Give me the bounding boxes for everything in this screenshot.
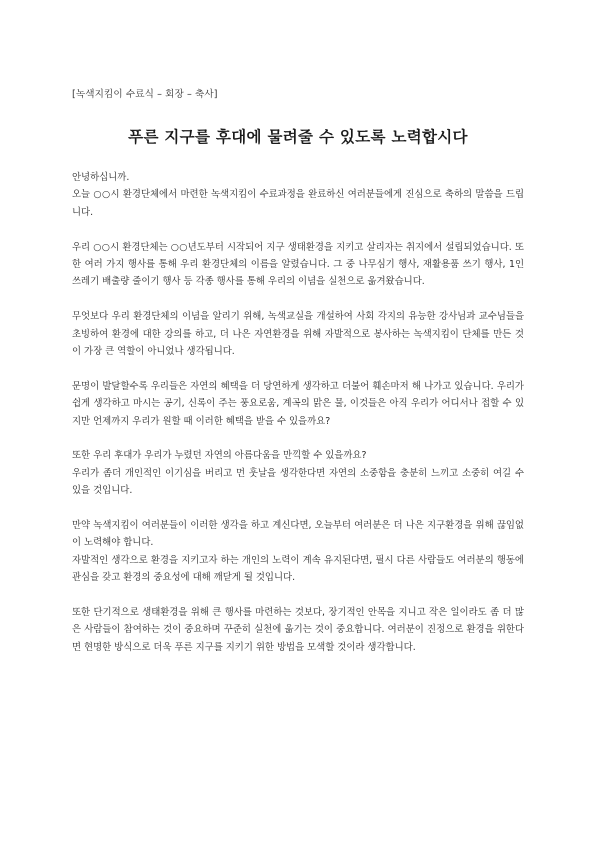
body-paragraph: 또한 우리 후대가 우리가 누렸던 자연의 아름다움을 만끽할 수 있을까요? [72, 450, 367, 462]
body-paragraph: 또한 단기적으로 생태환경을 위해 큰 행사를 마련하는 것보다, 장기적인 안목을 지니고 작은 일이라도 좀 더 많은 사람들이 참여하는 것이 중요하며 꾸준히 실천에 옮기는 것이 중요합니다. 여러분이 진정으로 환경을 위한다면 현명한 방식으로 더욱 푸른 지구를 지키기 위한 방법을 모색할 것이라 생각합니다. [72, 607, 524, 653]
body-paragraph: 우리가 좀더 개인적인 이기심을 버리고 먼 훗날을 생각한다면 자연의 소중함을 충분히 느끼고 소중히 여길 수 있을 것입니다. [72, 467, 524, 497]
body-paragraph: 만약 녹색지킴이 여러분들이 이러한 생각을 하고 계신다면, 오늘부터 여러분은 더 나은 지구환경을 위해 끊임없이 노력해야 합니다. [72, 520, 524, 549]
body-paragraph: 우리 ○○시 환경단체는 ○○년도부터 시작되어 지구 생태환경을 지키고 살리자는 취지에서 설립되었습니다. 또한 여러 가지 행사를 통해 우리 환경단체의 이름을 알렸습니다. 그 중 나무심기 행사, 재활용품 쓰기 행사, 1인 쓰레기 배출량 줄이기 행사 등 각종 행사를 통해 우리의 이념을 실천으로 옮겨왔습니다. [72, 241, 524, 288]
document-title: 푸른 지구를 후대에 물려줄 수 있도록 노력합시다 [128, 128, 468, 146]
body-paragraph: 안녕하십니까. [72, 172, 130, 183]
document-category: [녹색지킴이 수료식 – 회장 – 축사] [72, 89, 218, 100]
body-paragraph: 오늘 ○○시 환경단체에서 마련한 녹색지킴이 수료과정을 완료하신 여러분들에게 진심으로 축하의 말씀을 드립니다. [72, 189, 524, 218]
body-paragraph: 무엇보다 우리 환경단체의 이념을 알리기 위해, 녹색교실을 개설하여 사회 각지의 유능한 강사님과 교수님들을 초빙하여 환경에 대한 강의를 하고, 더 나은 자연환경을 위해 자발적으로 봉사하는 녹색지킴이 단체를 만든 것이 가장 큰 역할이 아니었나 생각됩니다. [72, 311, 524, 358]
body-paragraph: 자발적인 생각으로 환경을 지키고자 하는 개인의 노력이 계속 유지된다면, 필시 다른 사람들도 여러분의 행동에 관심을 갖고 환경의 중요성에 대해 깨닫게 될 것입니다. [72, 554, 524, 584]
document-page [72, 88, 524, 656]
document-body [72, 169, 524, 656]
body-paragraph: 문명이 발달할수록 우리들은 자연의 혜택을 더 당연하게 생각하고 더불어 훼손마저 해 나가고 있습니다. 우리가 쉽게 생각하고 마시는 공기, 신록이 주는 풍요로움, 계곡의 맑은 물, 이것들은 아직 우리가 어디서나 접할 수 있지만 언제까지 우리가 원할 때 이러한 혜택을 받을 수 있을까요? [72, 380, 524, 427]
